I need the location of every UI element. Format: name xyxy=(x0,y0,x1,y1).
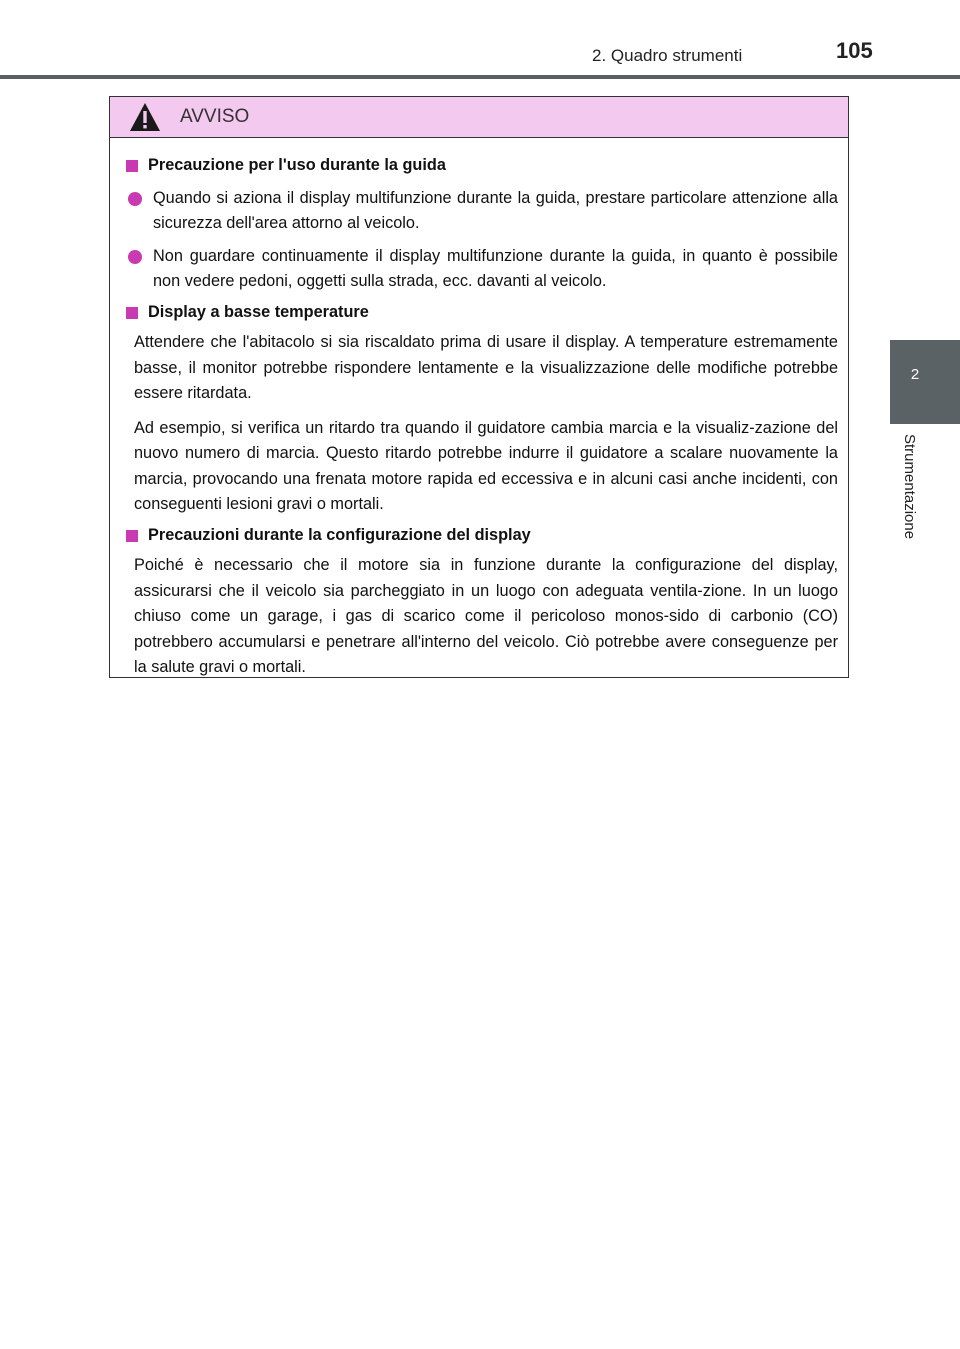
warning-triangle-icon xyxy=(128,101,162,133)
bullet-item: Quando si aziona il display multifunzione durante la guida, prestare particolare attenzione alla sicurezza dell'area attorno al veicolo. xyxy=(124,186,838,237)
chapter-side-label xyxy=(901,434,925,594)
paragraph: Ad esempio, si verifica un ritardo tra quando il guidatore cambia marcia e la visualiz-zazione del nuovo numero di marcia. Questo ritardo potrebbe indurre il guidatore a scalare nuovamente la marcia, provocando una frenata motore rapida ed eccessiva e in alcuni casi anche incidenti, con conseguenti lesioni gravi o mortali. xyxy=(134,418,838,513)
section-heading-driving: Precauzione per l'uso durante la guida xyxy=(124,153,838,179)
chapter-side-label-text: Strumentazione xyxy=(901,434,918,540)
paragraph: Attendere che l'abitacolo si sia riscaldato prima di usare il display. A temperature estremamente basse, il monitor potrebbe rispondere lentamente e la visualizzazione delle modifiche potrebbe essere ritardata. xyxy=(134,333,838,402)
paragraph: Poiché è necessario che il motore sia in funzione durante la configurazione del display, assicurarsi che il veicolo sia parcheggiato in un luogo con adeguata ventila-zione. In un luogo chiuso come un garage, i gas di scarico come il pericoloso monos-sido di carbonio (CO) potrebbero accumularsi e penetrare all'interno del veicolo. Ciò potrebbe avere conseguenze per la salute gravi o mortali. xyxy=(134,556,838,676)
page-number: 105 xyxy=(836,38,873,63)
running-header-title: 2. Quadro strumenti xyxy=(592,46,743,65)
section-heading-display-setup: Precauzioni durante la configurazione del display xyxy=(124,523,838,549)
section-heading-low-temperature: Display a basse temperature xyxy=(124,300,838,326)
bullet-item: Non guardare continuamente il display multifunzione durante la guida, in quanto è possibile non vedere pedoni, oggetti sulla strada, ecc. davanti al veicolo. xyxy=(124,244,838,295)
warning-content xyxy=(110,138,848,681)
header-rule xyxy=(0,75,960,79)
warning-box xyxy=(109,96,849,678)
warning-title: AVVISO xyxy=(180,106,250,127)
chapter-tab-number: 2 xyxy=(910,366,920,383)
warning-header xyxy=(110,97,848,138)
